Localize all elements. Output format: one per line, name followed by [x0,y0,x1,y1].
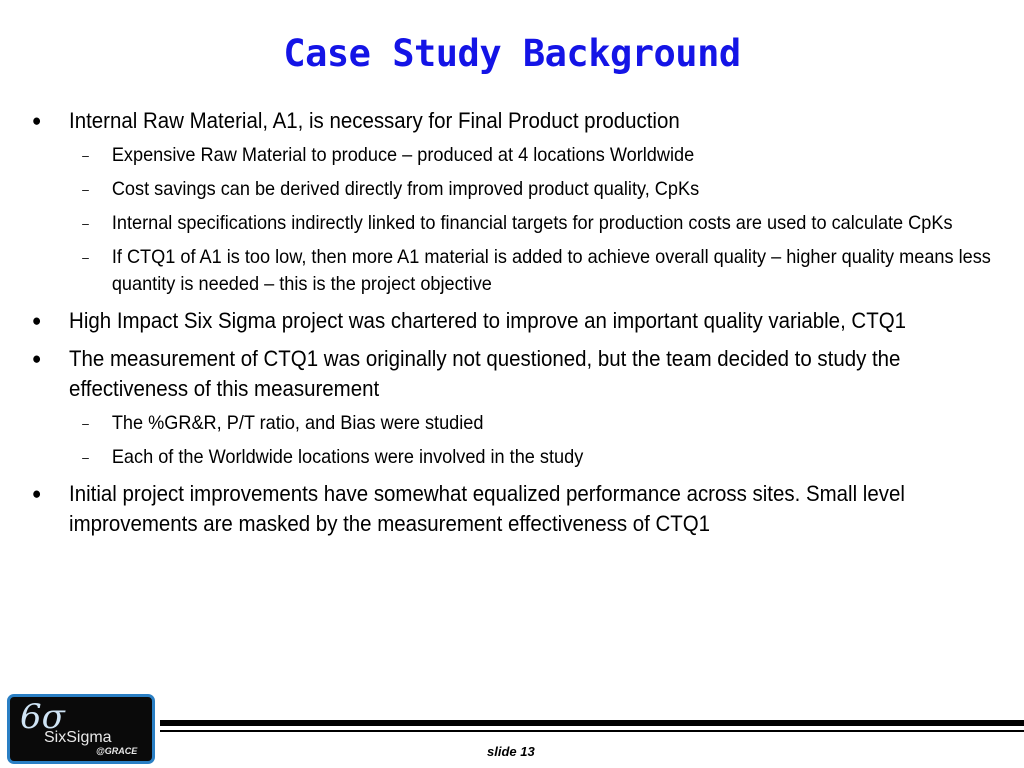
sigma-icon: 6σ [20,697,65,737]
dash-icon: – [82,250,89,265]
bullet-item [30,306,1010,336]
footer-rule-thick [160,720,1024,726]
sub-bullet-item [69,210,1010,237]
bullet-icon: ● [31,111,42,130]
bullet-icon: ● [31,484,42,503]
bullet-text: Internal Raw Material, A1, is necessary for Final Product production [69,108,680,133]
sub-bullet-item [69,176,1010,203]
slide-title: Case Study Background [283,32,741,75]
sub-bullet-item [69,244,1010,298]
sub-bullet-text: Each of the Worldwide locations were involved in the study [111,446,584,468]
slide-number: slide 13 [487,744,535,759]
dash-icon: – [82,416,89,431]
dash-icon: – [82,450,89,465]
bullet-item [30,106,1010,298]
sub-bullet-text: If CTQ1 of A1 is too low, then more A1 material is added to achieve overall quality – higher quality means less quantity is needed – this is the project objective [111,246,991,295]
sub-bullet-list [69,410,1010,471]
bullet-item [30,479,1010,539]
sub-bullet-item [69,444,1010,471]
sub-bullet-text: The %GR&R, P/T ratio, and Bias were studied [111,412,484,434]
logo-subtitle: @GRACE [96,746,138,756]
sub-bullet-item [69,410,1010,437]
logo-name: SixSigma [44,729,112,746]
bullet-text: Initial project improvements have somewhat equalized performance across sites. Small level improvements are masked by the measurement effectiveness of CTQ1 [69,481,905,536]
dash-icon: – [82,182,89,197]
bullet-text: The measurement of CTQ1 was originally not questioned, but the team decided to study the effectiveness of this measurement [69,346,901,401]
sub-bullet-list [69,142,1010,298]
six-sigma-logo [7,694,155,764]
bullet-text: High Impact Six Sigma project was chartered to improve an important quality variable, CTQ1 [69,308,907,333]
sub-bullet-text: Internal specifications indirectly linked to financial targets for production costs are used to calculate CpKs [111,212,953,234]
dash-icon: – [82,216,89,231]
sub-bullet-text: Cost savings can be derived directly from improved product quality, CpKs [111,178,700,200]
sub-bullet-item [69,142,1010,169]
bullet-list [30,106,990,547]
footer-rule-thin [160,730,1024,732]
bullet-icon: ● [31,311,42,330]
bullet-item [30,344,1010,471]
dash-icon: – [82,148,89,163]
bullet-icon: ● [31,349,42,368]
sub-bullet-text: Expensive Raw Material to produce – produced at 4 locations Worldwide [111,144,695,166]
